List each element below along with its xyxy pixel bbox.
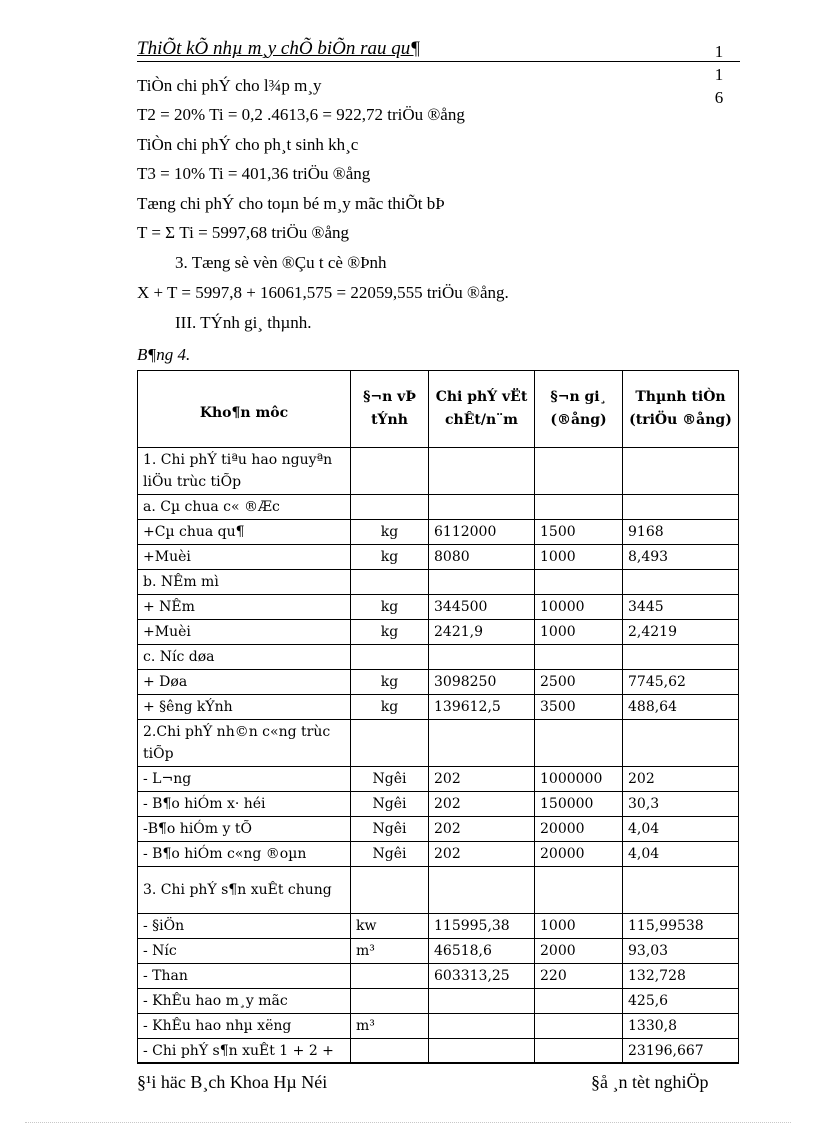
table-cell bbox=[351, 867, 429, 914]
table-cell bbox=[351, 570, 429, 595]
table-row bbox=[138, 989, 739, 1014]
table-cell bbox=[535, 1039, 623, 1064]
table-cell: - Than bbox=[138, 964, 351, 989]
table-cell: 202 bbox=[429, 792, 535, 817]
table-cell: 20000 bbox=[535, 842, 623, 867]
table-body bbox=[138, 448, 739, 1064]
table-cell: 202 bbox=[429, 842, 535, 867]
table-cell: Ngêi bbox=[351, 767, 429, 792]
table-cell: Ngêi bbox=[351, 817, 429, 842]
table-cell: 1330,8 bbox=[623, 1014, 739, 1039]
table-cell bbox=[351, 989, 429, 1014]
table-cell bbox=[351, 964, 429, 989]
table-cell: 23196,667 bbox=[623, 1039, 739, 1064]
table-cell: 115,99538 bbox=[623, 914, 739, 939]
table-cell: 2000 bbox=[535, 939, 623, 964]
body-line-6: T = Σ Ti = 5997,68 triÖu ®ång bbox=[137, 223, 350, 242]
table-cell bbox=[429, 989, 535, 1014]
table-cell bbox=[623, 645, 739, 670]
table-cell: 2421,9 bbox=[429, 620, 535, 645]
table-cell: 202 bbox=[429, 817, 535, 842]
table-row bbox=[138, 817, 739, 842]
body-line-8: X + T = 5997,8 + 16061,575 = 22059,555 triÖu ®ång. bbox=[137, 283, 509, 302]
table-cell bbox=[623, 720, 739, 767]
table-cell: -B¶o hiÓm y tÕ bbox=[138, 817, 351, 842]
table-cell: - B¶o hiÓm c«ng ®oµn bbox=[138, 842, 351, 867]
table-cell bbox=[429, 645, 535, 670]
table-cell bbox=[429, 570, 535, 595]
table-cell: 3500 bbox=[535, 695, 623, 720]
column-header: Kho¶n môc bbox=[138, 371, 351, 448]
table-cell: 220 bbox=[535, 964, 623, 989]
table-cell: 425,6 bbox=[623, 989, 739, 1014]
table-cell: 488,64 bbox=[623, 695, 739, 720]
document-header-title: ThiÕt kÕ nhµ m¸y chÕ biÕn rau qu¶ bbox=[137, 38, 421, 59]
table-cell: 1. Chi phÝ tiªu hao nguyªn liÖu trùc tiÕp bbox=[138, 448, 351, 495]
table-row bbox=[138, 939, 739, 964]
table-cell: 2,4219 bbox=[623, 620, 739, 645]
body-line-2: T2 = 20% Ti = 0,2 .4613,6 = 922,72 triÖu ®ång bbox=[137, 105, 465, 124]
table-cell bbox=[351, 495, 429, 520]
table-cell: 1000 bbox=[535, 545, 623, 570]
table-cell: +Cµ chua qu¶ bbox=[138, 520, 351, 545]
page-number-text: 1 1 6 bbox=[714, 42, 724, 107]
table-row bbox=[138, 720, 739, 767]
body-line-5: Tæng chi phÝ cho toµn bé m¸y mãc thiÕt bÞ bbox=[137, 194, 445, 213]
table-cell: m³ bbox=[351, 939, 429, 964]
table-cell bbox=[535, 1014, 623, 1039]
table-row bbox=[138, 914, 739, 939]
table-cell: - §iÖn bbox=[138, 914, 351, 939]
table-row bbox=[138, 1039, 739, 1064]
table-cell: 10000 bbox=[535, 595, 623, 620]
table-cell: Ngêi bbox=[351, 842, 429, 867]
table-cell: - Chi phÝ s¶n xuÊt 1 + 2 + bbox=[138, 1039, 351, 1064]
table-cell: Ngêi bbox=[351, 792, 429, 817]
table-cell: 132,728 bbox=[623, 964, 739, 989]
table-row bbox=[138, 520, 739, 545]
table-cell: 8080 bbox=[429, 545, 535, 570]
footer-rule bbox=[137, 1062, 738, 1063]
table-cell: 202 bbox=[623, 767, 739, 792]
table-cell: - L¬ng bbox=[138, 767, 351, 792]
table-cell: +Muèi bbox=[138, 620, 351, 645]
table-cell: 6112000 bbox=[429, 520, 535, 545]
table-cell: a. Cµ chua c« ®Æc bbox=[138, 495, 351, 520]
table-cell: kg bbox=[351, 545, 429, 570]
table-row bbox=[138, 767, 739, 792]
table-cell: kg bbox=[351, 620, 429, 645]
table-cell: 2500 bbox=[535, 670, 623, 695]
table-row bbox=[138, 570, 739, 595]
table-row bbox=[138, 964, 739, 989]
table-cell: - B¶o hiÓm x· héi bbox=[138, 792, 351, 817]
table-cell: + NÊm bbox=[138, 595, 351, 620]
table-cell: 202 bbox=[429, 767, 535, 792]
column-header: §¬n vÞ tÝnh bbox=[351, 371, 429, 448]
table-cell: kw bbox=[351, 914, 429, 939]
table-cell: c. Níc døa bbox=[138, 645, 351, 670]
footer-thesis-label: §å ¸n tèt nghiÖp bbox=[591, 1072, 709, 1092]
table-row bbox=[138, 595, 739, 620]
table-cell bbox=[351, 645, 429, 670]
table-cell: 1000 bbox=[535, 620, 623, 645]
cost-table bbox=[137, 370, 739, 1064]
table-cell: 8,493 bbox=[623, 545, 739, 570]
table-cell bbox=[535, 570, 623, 595]
table-cell bbox=[623, 495, 739, 520]
table-cell bbox=[351, 1039, 429, 1064]
table-cell: 93,03 bbox=[623, 939, 739, 964]
table-cell: kg bbox=[351, 670, 429, 695]
table-row bbox=[138, 695, 739, 720]
table-cell bbox=[535, 867, 623, 914]
table-cell: 115995,38 bbox=[429, 914, 535, 939]
table-cell: - KhÊu hao m¸y mãc bbox=[138, 989, 351, 1014]
table-cell bbox=[535, 495, 623, 520]
table-caption: B¶ng 4. bbox=[137, 345, 191, 364]
table-cell: 139612,5 bbox=[429, 695, 535, 720]
section-heading-investment: 3. Tæng sè vèn ®Çu t cè ®Þnh bbox=[175, 253, 387, 272]
table-cell: b. NÊm mì bbox=[138, 570, 351, 595]
table-cell: 1500 bbox=[535, 520, 623, 545]
table-cell: kg bbox=[351, 695, 429, 720]
table-row bbox=[138, 792, 739, 817]
body-line-4: T3 = 10% Ti = 401,36 triÖu ®ång bbox=[137, 164, 371, 183]
table-cell: - Níc bbox=[138, 939, 351, 964]
body-line-3: TiÒn chi phÝ cho ph¸t sinh kh¸c bbox=[137, 135, 359, 154]
table-cell: 4,04 bbox=[623, 817, 739, 842]
header-rule bbox=[137, 61, 740, 62]
table-cell: 603313,25 bbox=[429, 964, 535, 989]
table-cell: + Døa bbox=[138, 670, 351, 695]
body-line-1: TiÒn chi phÝ cho l¾p m¸y bbox=[137, 76, 322, 95]
table-cell: 344500 bbox=[429, 595, 535, 620]
table-cell: + §êng kÝnh bbox=[138, 695, 351, 720]
table-row bbox=[138, 867, 739, 914]
table-cell: 4,04 bbox=[623, 842, 739, 867]
column-header: §¬n gi¸ (®ång) bbox=[535, 371, 623, 448]
table-cell bbox=[535, 720, 623, 767]
page-number bbox=[706, 40, 732, 109]
table-cell: kg bbox=[351, 520, 429, 545]
table-cell bbox=[535, 645, 623, 670]
table-cell: 3098250 bbox=[429, 670, 535, 695]
table-row bbox=[138, 1014, 739, 1039]
footer-university: §¹i häc B¸ch Khoa Hµ Néi bbox=[137, 1072, 328, 1092]
section-heading-cost: III. TÝnh gi¸ thµnh. bbox=[175, 313, 312, 332]
table-cell bbox=[351, 720, 429, 767]
table-cell bbox=[429, 448, 535, 495]
table-cell bbox=[429, 1039, 535, 1064]
column-header: Chi phÝ vËt chÊt/n¨m bbox=[429, 371, 535, 448]
table-cell bbox=[535, 989, 623, 1014]
table-cell: - KhÊu hao nhµ xëng bbox=[138, 1014, 351, 1039]
table-cell bbox=[535, 448, 623, 495]
table-cell: 2.Chi phÝ nh©n c«ng trùc tiÕp bbox=[138, 720, 351, 767]
table-cell: +Muèi bbox=[138, 545, 351, 570]
table-cell: 1000 bbox=[535, 914, 623, 939]
table-header-row bbox=[138, 371, 739, 448]
table-cell bbox=[351, 448, 429, 495]
table-cell: 7745,62 bbox=[623, 670, 739, 695]
table-cell bbox=[429, 720, 535, 767]
table-cell: 46518,6 bbox=[429, 939, 535, 964]
table-row bbox=[138, 670, 739, 695]
table-row bbox=[138, 645, 739, 670]
table-row bbox=[138, 545, 739, 570]
table-cell: 1000000 bbox=[535, 767, 623, 792]
table-cell bbox=[623, 448, 739, 495]
column-header: Thµnh tiÒn (triÖu ®ång) bbox=[623, 371, 739, 448]
table-cell: kg bbox=[351, 595, 429, 620]
table-row bbox=[138, 620, 739, 645]
table-row bbox=[138, 842, 739, 867]
table-cell: 150000 bbox=[535, 792, 623, 817]
table-cell bbox=[429, 495, 535, 520]
table-cell bbox=[429, 1014, 535, 1039]
table-cell: 9168 bbox=[623, 520, 739, 545]
table-cell: 20000 bbox=[535, 817, 623, 842]
table-cell: m³ bbox=[351, 1014, 429, 1039]
table-row bbox=[138, 448, 739, 495]
table-cell: 3. Chi phÝ s¶n xuÊt chung bbox=[138, 867, 351, 914]
table-cell: 3445 bbox=[623, 595, 739, 620]
table-cell bbox=[623, 867, 739, 914]
table-cell: 30,3 bbox=[623, 792, 739, 817]
table-row bbox=[138, 495, 739, 520]
table-cell bbox=[623, 570, 739, 595]
table-cell bbox=[429, 867, 535, 914]
